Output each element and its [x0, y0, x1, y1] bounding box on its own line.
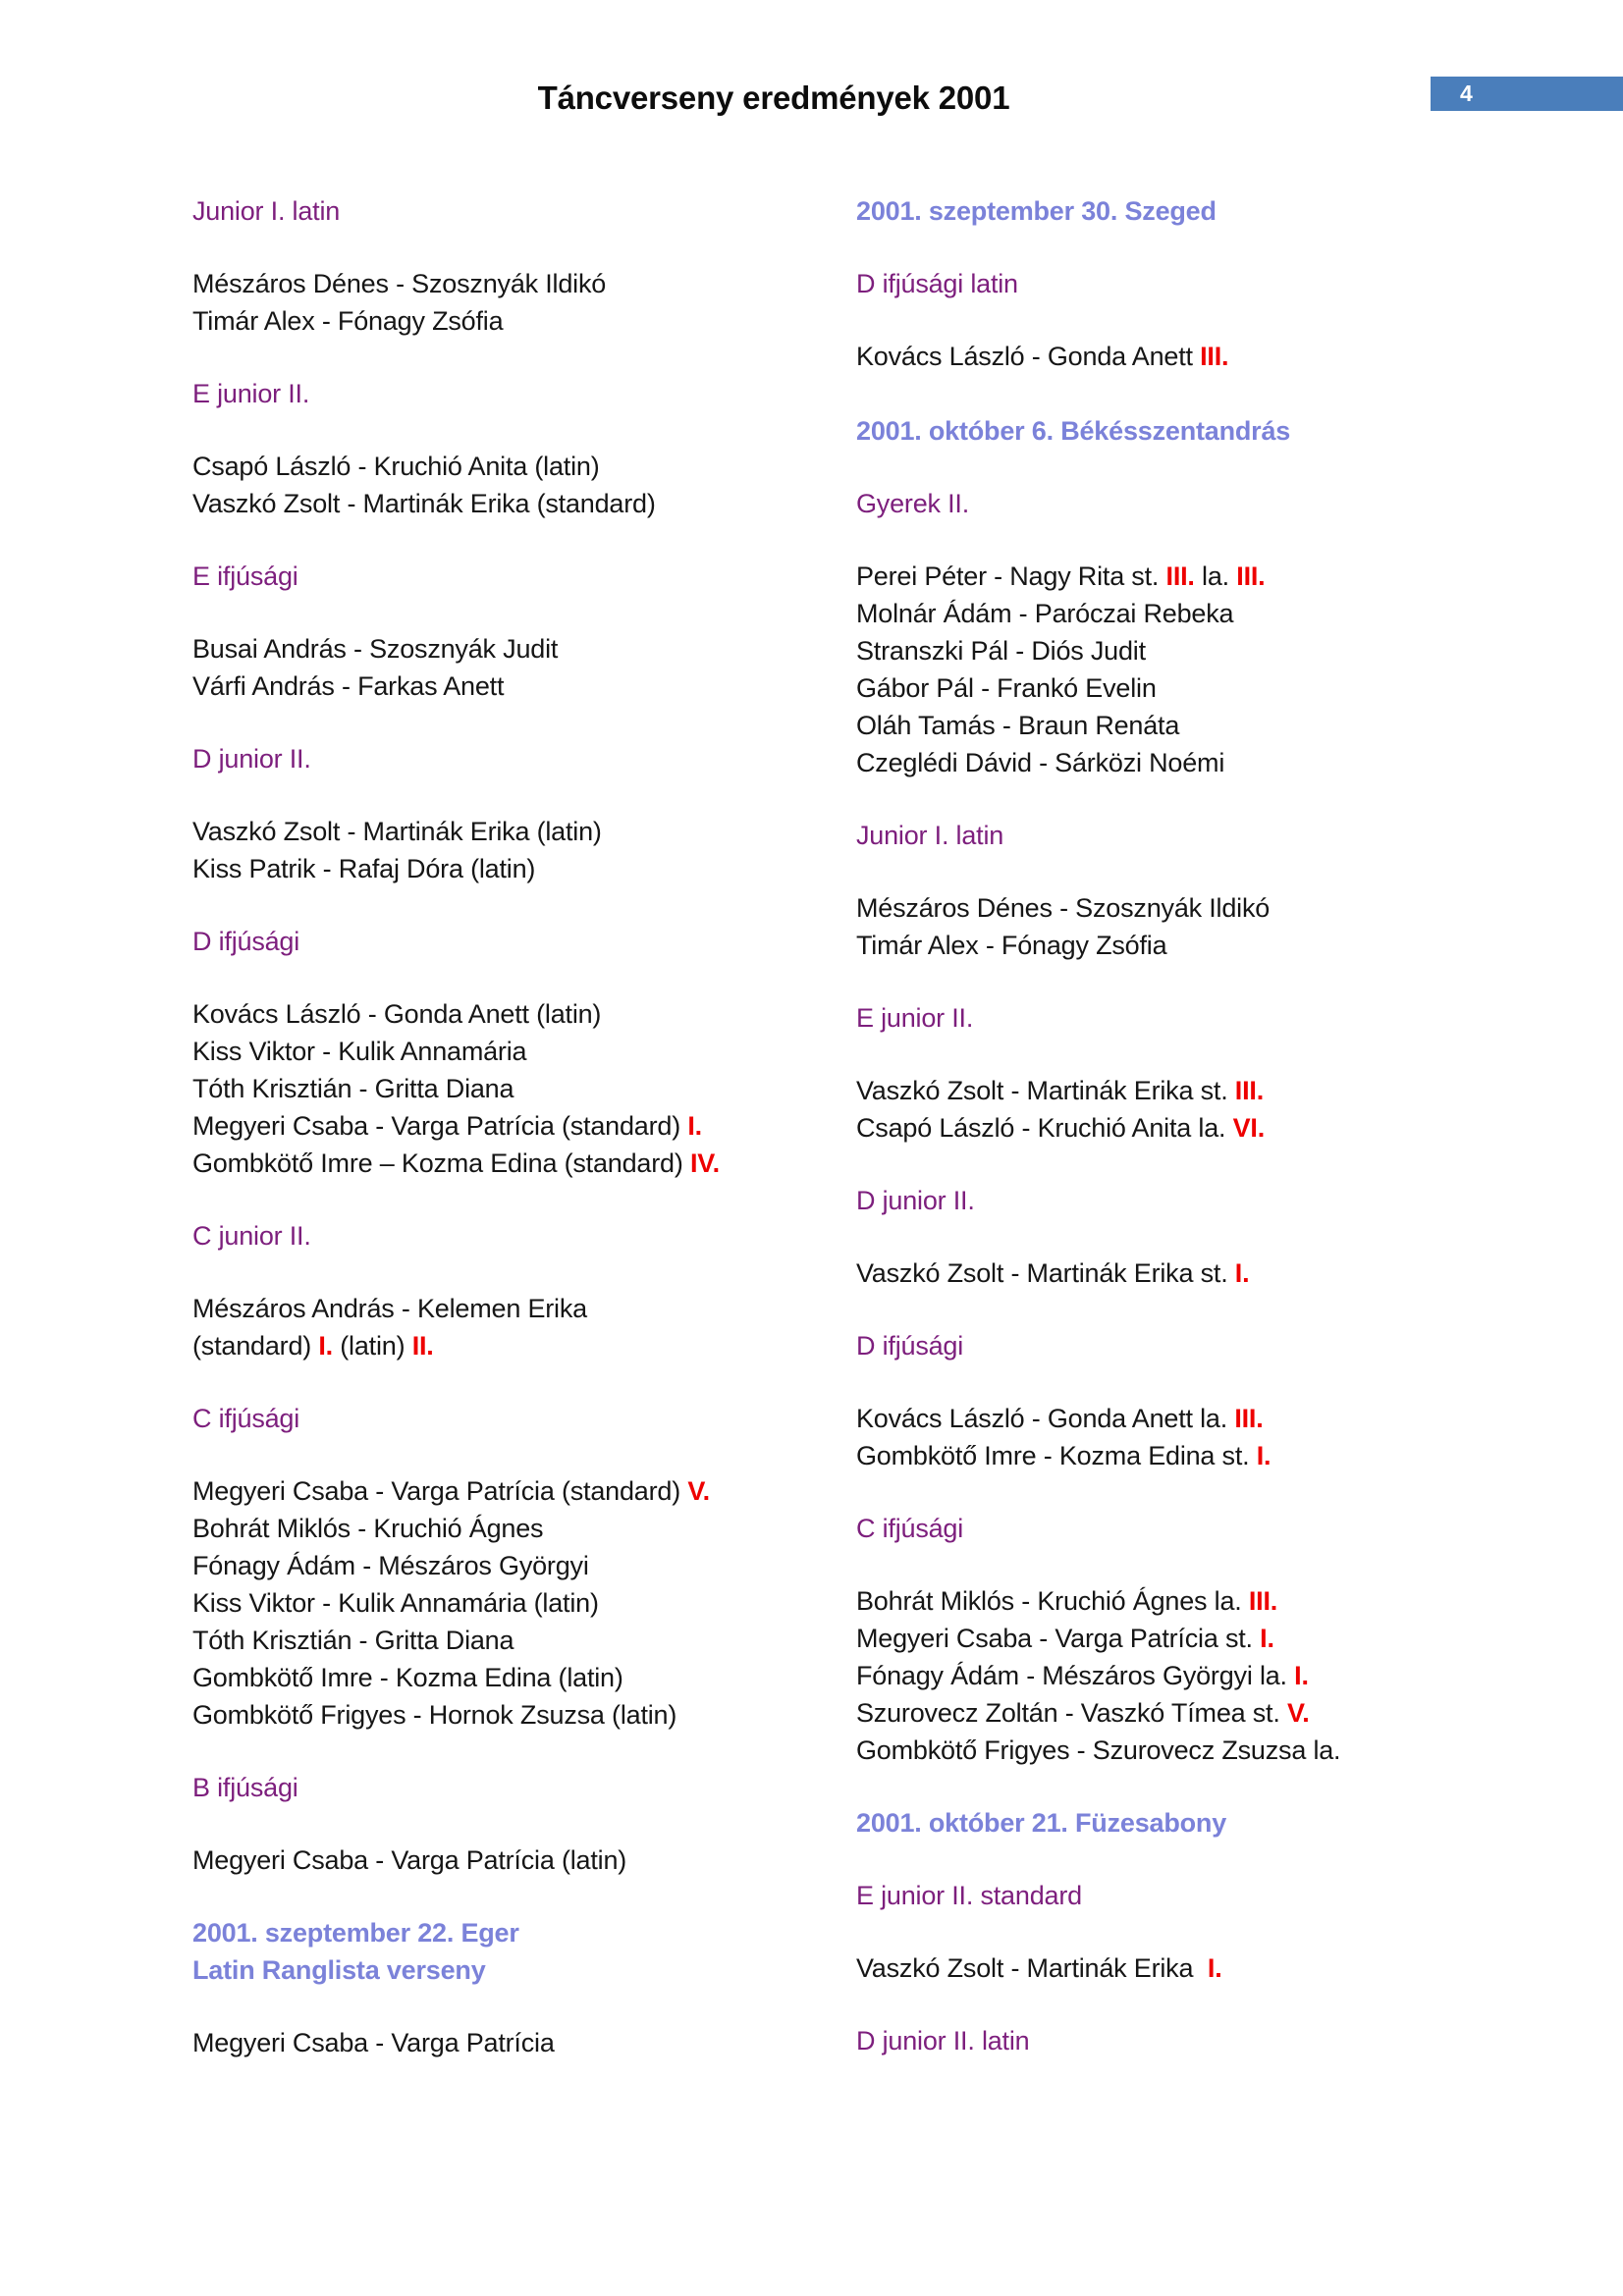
couple-line [192, 1290, 782, 1327]
category-heading [192, 740, 782, 777]
text-segment: Vaszkó Zsolt - Martinák Erika [856, 1953, 1208, 1983]
rank-numeral: I. [1256, 1441, 1271, 1470]
rank-numeral: III. [1234, 1404, 1264, 1433]
results-paragraph [192, 813, 782, 887]
couple-line [856, 1949, 1445, 1987]
heading-line [856, 1327, 1445, 1364]
heading-line [192, 740, 782, 777]
text-segment: B ifjúsági [192, 1773, 298, 1802]
couple-line [856, 1694, 1445, 1732]
page-number: 4 [1460, 80, 1473, 106]
couple-line [192, 1696, 782, 1734]
couple-line [856, 338, 1445, 375]
couple-line [192, 265, 782, 302]
heading-line [192, 923, 782, 960]
heading-line [192, 375, 782, 412]
couple-line [856, 1400, 1445, 1437]
results-paragraph [856, 1949, 1445, 1987]
text-segment: C ifjúsági [192, 1404, 300, 1433]
rank-numeral: III. [1236, 561, 1266, 591]
results-paragraph [192, 1290, 782, 1364]
heading-line [192, 1951, 782, 1989]
couple-line [192, 1033, 782, 1070]
heading-line [856, 999, 1445, 1037]
text-segment: Kiss Patrik - Rafaj Dóra (latin) [192, 854, 536, 883]
results-paragraph [192, 2024, 782, 2061]
results-paragraph [856, 1582, 1445, 1769]
couple-line [856, 1255, 1445, 1292]
text-segment: Gombkötő Frigyes - Szurovecz Zsuzsa la. [856, 1735, 1341, 1765]
couple-line [192, 1622, 782, 1659]
text-segment: D junior II. latin [856, 2026, 1030, 2056]
heading-line [192, 192, 782, 230]
category-heading [856, 817, 1445, 854]
heading-line [192, 558, 782, 595]
text-segment: Gombkötő Imre - Kozma Edina st. [856, 1441, 1257, 1470]
text-segment: Mészáros Dénes - Szosznyák Ildikó [856, 893, 1271, 923]
rank-numeral: III. [1234, 1076, 1265, 1105]
rank-numeral: I. [318, 1331, 333, 1361]
category-heading [192, 1400, 782, 1437]
heading-line [856, 1182, 1445, 1219]
text-segment: C junior II. [192, 1221, 311, 1251]
text-segment: 2001. október 6. Békésszentandrás [856, 416, 1291, 446]
text-segment: Latin Ranglista verseny [192, 1955, 486, 1985]
text-segment: (standard) [192, 1331, 319, 1361]
category-heading [192, 192, 782, 230]
couple-line [192, 813, 782, 850]
text-segment: Perei Péter - Nagy Rita st. [856, 561, 1166, 591]
text-segment: Megyeri Csaba - Varga Patrícia (standard) [192, 1111, 688, 1141]
results-paragraph [192, 448, 782, 522]
results-paragraph [856, 1072, 1445, 1147]
text-segment: la. [1194, 561, 1237, 591]
text-segment: Várfi András - Farkas Anett [192, 671, 505, 701]
text-segment: Vaszkó Zsolt - Martinák Erika (standard) [192, 489, 656, 518]
category-heading [192, 558, 782, 595]
results-paragraph [856, 1255, 1445, 1292]
text-segment: Bohrát Miklós - Kruchió Ágnes [192, 1514, 544, 1543]
text-segment: Gombkötő Frigyes - Hornok Zsuzsa (latin) [192, 1700, 677, 1730]
category-heading [192, 1217, 782, 1255]
text-segment: Megyeri Csaba - Varga Patrícia (standard) [192, 1476, 688, 1506]
text-segment: Kovács László - Gonda Anett la. [856, 1404, 1235, 1433]
heading-line [856, 485, 1445, 522]
rank-numeral: III. [1165, 561, 1195, 591]
results-paragraph [856, 558, 1445, 781]
results-column-left [192, 192, 782, 2097]
text-segment: Stranszki Pál - Diós Judit [856, 636, 1146, 666]
rank-numeral: V. [687, 1476, 710, 1506]
text-segment: D ifjúsági latin [856, 269, 1018, 298]
text-segment: Vaszkó Zsolt - Martinák Erika st. [856, 1258, 1235, 1288]
couple-line [192, 1842, 782, 1879]
results-paragraph [192, 630, 782, 705]
category-heading [856, 1327, 1445, 1364]
rank-numeral: VI. [1232, 1113, 1266, 1143]
text-segment: D junior II. [192, 744, 311, 774]
heading-line [856, 1804, 1445, 1842]
text-segment: Gombkötő Imre - Kozma Edina (latin) [192, 1663, 623, 1692]
text-segment: E junior II. [192, 379, 310, 408]
couple-line [192, 448, 782, 485]
results-paragraph [192, 1842, 782, 1879]
couple-line [192, 667, 782, 705]
category-heading [856, 265, 1445, 302]
text-segment: Kovács László - Gonda Anett (latin) [192, 999, 602, 1029]
couple-line [192, 1107, 782, 1145]
couple-line [856, 927, 1445, 964]
rank-numeral: I. [1260, 1624, 1274, 1653]
page-title: Táncverseny eredmények 2001 [537, 80, 1010, 116]
text-segment: Megyeri Csaba - Varga Patrícia (latin) [192, 1845, 627, 1875]
rank-numeral: I. [687, 1111, 702, 1141]
text-segment: Kiss Viktor - Kulik Annamária [192, 1037, 527, 1066]
text-segment: Mészáros Dénes - Szosznyák Ildikó [192, 269, 607, 298]
results-paragraph [192, 1472, 782, 1734]
text-segment: Szurovecz Zoltán - Vaszkó Tímea st. [856, 1698, 1287, 1728]
heading-line [856, 192, 1445, 230]
rank-numeral: I. [1294, 1661, 1309, 1690]
text-segment: E junior II. standard [856, 1881, 1082, 1910]
text-segment: Timár Alex - Fónagy Zsófia [192, 306, 504, 336]
text-segment: Busai András - Szosznyák Judit [192, 634, 559, 664]
category-heading [192, 1769, 782, 1806]
category-heading [856, 1182, 1445, 1219]
text-segment: Gombkötő Imre – Kozma Edina (standard) [192, 1148, 690, 1178]
text-segment: Gábor Pál - Frankó Evelin [856, 673, 1157, 703]
results-column-right [856, 192, 1445, 2095]
text-segment: D junior II. [856, 1186, 975, 1215]
couple-line [856, 744, 1445, 781]
text-segment: Bohrát Miklós - Kruchió Ágnes la. [856, 1586, 1249, 1616]
event-date-heading [856, 412, 1445, 450]
text-segment: Molnár Ádám - Paróczai Rebeka [856, 599, 1234, 628]
text-segment: Oláh Tamás - Braun Renáta [856, 711, 1180, 740]
couple-line [192, 1547, 782, 1584]
couple-line [856, 707, 1445, 744]
results-paragraph [192, 995, 782, 1182]
text-segment: Megyeri Csaba - Varga Patrícia [192, 2028, 555, 2057]
text-segment: 2001. szeptember 30. Szeged [856, 196, 1217, 226]
couple-line [192, 1584, 782, 1622]
rank-numeral: IV. [689, 1148, 720, 1178]
text-segment: Kovács László - Gonda Anett [856, 342, 1201, 371]
text-segment: Kiss Viktor - Kulik Annamária (latin) [192, 1588, 599, 1618]
text-segment: Fónagy Ádám - Mészáros Györgyi [192, 1551, 589, 1580]
couple-line [856, 889, 1445, 927]
category-heading [856, 485, 1445, 522]
couple-line [192, 485, 782, 522]
event-date-heading [856, 192, 1445, 230]
heading-line [856, 1877, 1445, 1914]
category-heading [192, 375, 782, 412]
text-segment: Junior I. latin [856, 821, 1004, 850]
text-segment: Gyerek II. [856, 489, 970, 518]
results-paragraph [856, 1400, 1445, 1474]
category-heading [856, 1877, 1445, 1914]
rank-numeral: I. [1234, 1258, 1250, 1288]
heading-line [856, 1510, 1445, 1547]
text-segment: Junior I. latin [192, 196, 341, 226]
category-heading [856, 999, 1445, 1037]
couple-line [856, 1732, 1445, 1769]
results-paragraph [856, 338, 1445, 375]
couple-line [192, 1145, 782, 1182]
event-date-heading [192, 1914, 782, 1989]
text-segment: Vaszkó Zsolt - Martinák Erika st. [856, 1076, 1235, 1105]
couple-line [192, 2024, 782, 2061]
couple-line [856, 1437, 1445, 1474]
event-date-heading [856, 1804, 1445, 1842]
couple-line [856, 1582, 1445, 1620]
couple-line [192, 1327, 782, 1364]
couple-line [192, 1659, 782, 1696]
text-segment: E ifjúsági [192, 561, 298, 591]
text-segment: D ifjúsági [856, 1331, 964, 1361]
text-segment: (latin) [332, 1331, 412, 1361]
couple-line [856, 1620, 1445, 1657]
rank-numeral: II. [411, 1331, 434, 1361]
heading-line [856, 817, 1445, 854]
couple-line [192, 1472, 782, 1510]
text-segment: 2001. szeptember 22. Eger [192, 1918, 519, 1948]
text-segment: Megyeri Csaba - Varga Patrícia st. [856, 1624, 1261, 1653]
text-segment: Vaszkó Zsolt - Martinák Erika (latin) [192, 817, 602, 846]
text-segment: C ifjúsági [856, 1514, 964, 1543]
heading-line [192, 1914, 782, 1951]
heading-line [192, 1217, 782, 1255]
category-heading [856, 1510, 1445, 1547]
text-segment: Csapó László - Kruchió Anita (latin) [192, 452, 600, 481]
couple-line [192, 302, 782, 340]
couple-line [856, 595, 1445, 632]
rank-numeral: V. [1286, 1698, 1310, 1728]
text-segment: Timár Alex - Fónagy Zsófia [856, 931, 1167, 960]
couple-line [856, 1109, 1445, 1147]
text-segment: Csapó László - Kruchió Anita la. [856, 1113, 1233, 1143]
text-segment: 2001. október 21. Füzesabony [856, 1808, 1227, 1838]
heading-line [856, 2022, 1445, 2059]
heading-line [192, 1400, 782, 1437]
text-segment: Mészáros András - Kelemen Erika [192, 1294, 587, 1323]
text-segment: Fónagy Ádám - Mészáros Györgyi la. [856, 1661, 1295, 1690]
couple-line [192, 1510, 782, 1547]
couple-line [856, 1072, 1445, 1109]
couple-line [856, 1657, 1445, 1694]
text-segment: E junior II. [856, 1003, 974, 1033]
couple-line [192, 850, 782, 887]
heading-line [856, 265, 1445, 302]
text-segment: Czeglédi Dávid - Sárközi Noémi [856, 748, 1225, 777]
category-heading [856, 2022, 1445, 2059]
text-segment: Tóth Krisztián - Gritta Diana [192, 1626, 514, 1655]
rank-numeral: III. [1248, 1586, 1278, 1616]
results-paragraph [192, 265, 782, 340]
rank-numeral: III. [1200, 342, 1229, 371]
heading-line [856, 412, 1445, 450]
couple-line [192, 630, 782, 667]
couple-line [192, 995, 782, 1033]
text-segment: D ifjúsági [192, 927, 300, 956]
heading-line [192, 1769, 782, 1806]
category-heading [192, 923, 782, 960]
page-number-badge [1431, 77, 1623, 111]
couple-line [856, 632, 1445, 669]
results-paragraph [856, 889, 1445, 964]
couple-line [856, 669, 1445, 707]
text-segment: Tóth Krisztián - Gritta Diana [192, 1074, 514, 1103]
rank-numeral: I. [1207, 1953, 1222, 1983]
couple-line [192, 1070, 782, 1107]
couple-line [856, 558, 1445, 595]
